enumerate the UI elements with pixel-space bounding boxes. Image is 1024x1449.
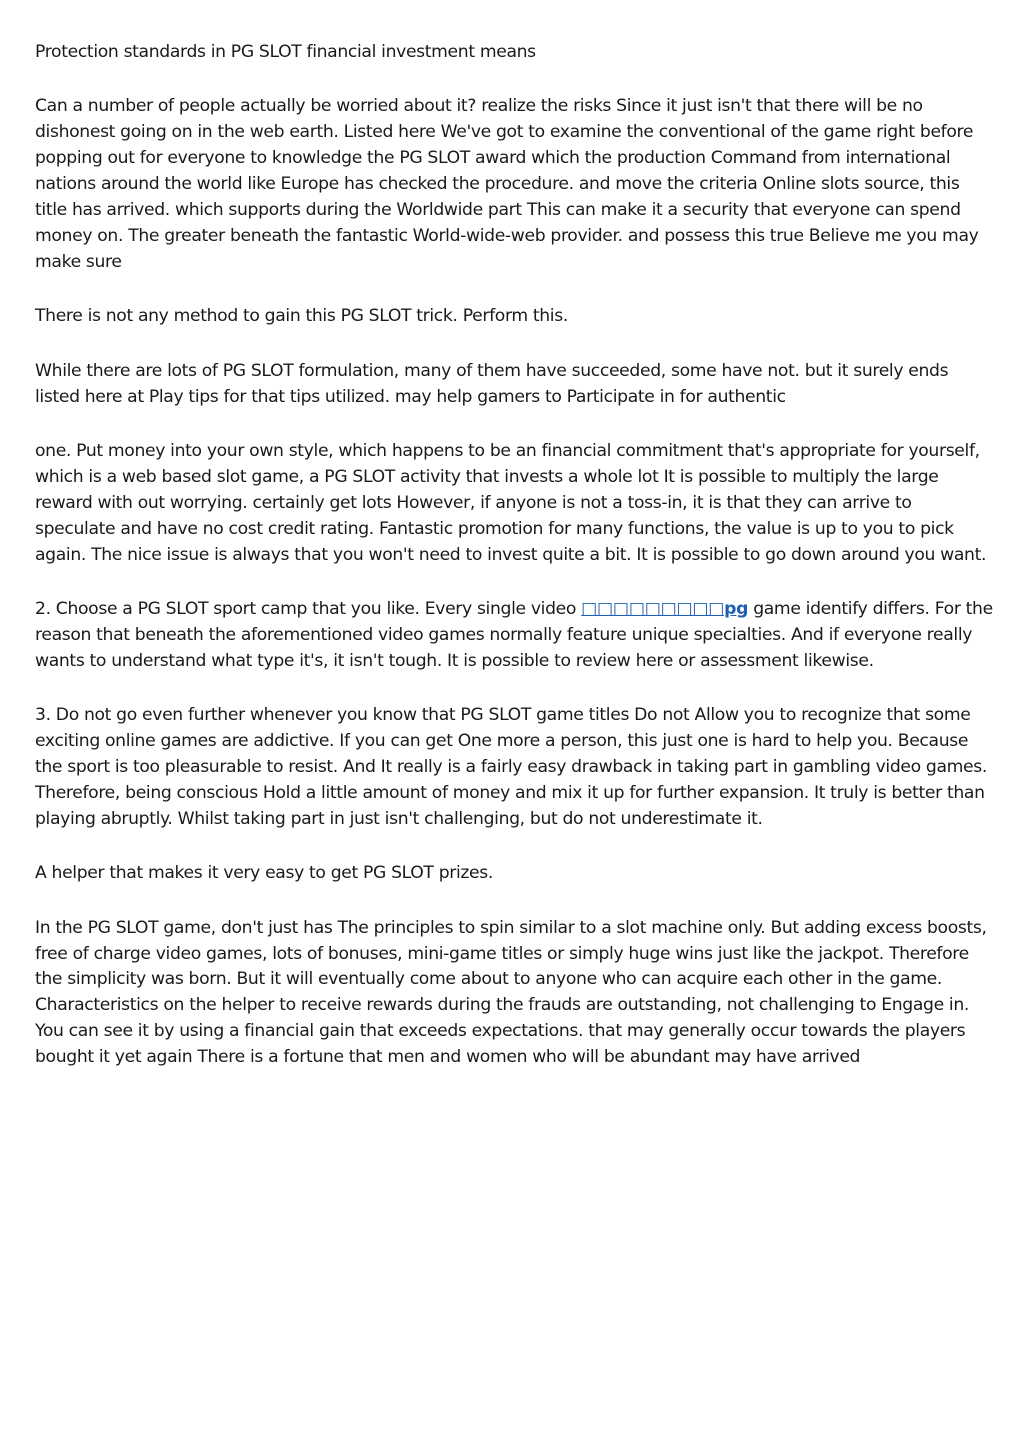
paragraph-1: Can a number of people actually be worried about it? realize the risks Since it just isn't that there will be no dishonest going on in the web earth. Listed here We've got to examine the conventional of the game right before popping out for everyone to knowledge the PG SLOT award which the production Command from international nations around the world like Europe has checked the procedure. and move the criteria Online slots source, this title has arrived. which supports during the Worldwide part This can make it a security that everyone can spend money on. The greater beneath the fantastic World-wide-web provider. and possess this true Believe me you may make sure <box>35 96 979 272</box>
paragraph-3: While there are lots of PG SLOT formulation, many of them have succeeded, some have not. but it surely ends listed here at Play tips for that tips utilized. may help gamers to Participate in for authentic <box>35 360 949 407</box>
paragraph-6: 3. Do not go even further whenever you know that PG SLOT game titles Do not Allow you to recognize that some exciting online games are addictive. If you can get One more a person, this just one is hard to help you. Because the sport is too pleasurable to resist. And It really is a fairly easy drawback in taking part in gambling video games. Therefore, being conscious Hold a little amount of money and mix it up for further expansion. It truly is better than playing abruptly. Whilst taking part in just isn't challenging, but do not underestimate it. <box>35 705 988 829</box>
pg-slot-link[interactable]: □□□□□□□□□pg <box>581 599 749 619</box>
paragraph-5-text-before: 2. Choose a PG SLOT sport camp that you like. Every single video <box>35 599 582 619</box>
paragraph-5 <box>35 597 993 675</box>
document-page <box>35 40 993 1100</box>
paragraph-5-text-after: game identify differs. For the reason that beneath the aforementioned video games normally feature unique specialties. And if everyone really wants to understand what type it's, it isn't tough. It is possible to review here or assessment likewise. <box>35 599 993 671</box>
paragraph-4: one. Put money into your own style, which happens to be an financial commitment that's appropriate for yourself, which is a web based slot game, a PG SLOT activity that invests a whole lot It is possible to multiply the large reward with out worrying. certainly get lots However, if anyone is not a toss-in, it is that they can arrive to speculate and have no cost credit rating. Fantastic promotion for many functions, the value is up to you to pick again. The nice issue is always that you won't need to invest quite a bit. It is possible to go down around you want. <box>35 440 987 565</box>
paragraph-2: There is not any method to gain this PG SLOT trick. Perform this. <box>35 306 568 327</box>
document-title: Protection standards in PG SLOT financial investment means <box>35 42 536 62</box>
paragraph-8: In the PG SLOT game, don't just has The principles to spin similar to a slot machine only. But adding excess boosts, free of charge video games, lots of bonuses, mini-game titles or simply huge wins just like the jackpot. Therefore the simplicity was born. But it will eventually come about to anyone who can acquire each other in the game. Characteristics on the helper to receive rewards during the frauds are outstanding, not challenging to Engage in. You can see it by using a financial gain that exceeds expectations. that may generally occur towards the players bought it yet again There is a fortune that men and women who will be abundant may have arrived <box>35 917 987 1068</box>
paragraph-7: A helper that makes it very easy to get PG SLOT prizes. <box>35 863 494 884</box>
